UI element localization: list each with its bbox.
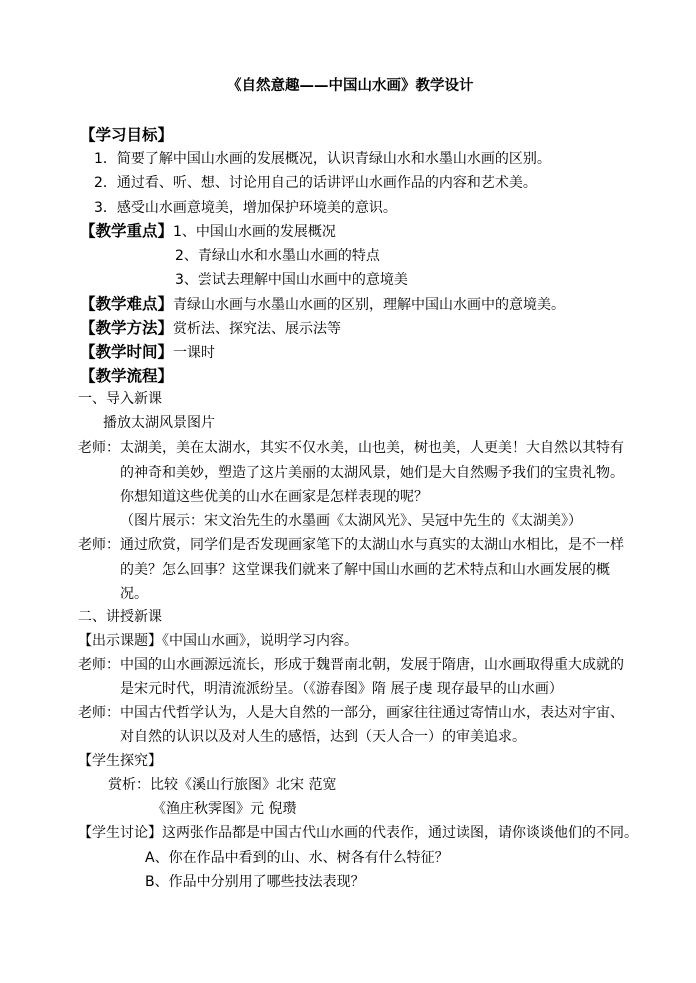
objectives-heading: 【学习目标】 (80, 126, 174, 144)
appreciate-line: 《渔庄秋霁图》元 倪瓒 (152, 801, 297, 817)
section-title: 二、讲授新课 (78, 609, 162, 625)
time-text: 一课时 (173, 345, 216, 361)
teacher-line: 老师：中国古代哲学认为，人是大自然的一部分，画家往往通过寄情山水，表达对宇宙、 (78, 705, 624, 721)
method-row (80, 317, 341, 339)
question-item: A、你在作品中看到的山、水、树各有什么特征？ (145, 850, 449, 866)
question-item: B、作品中分别用了哪些技法表现？ (145, 874, 365, 890)
teacher-line: 的神奇和美妙，塑造了这片美丽的太湖风景，她们是大自然赐予我们的宝贵礼物。 (120, 465, 624, 481)
teacher-line: 对自然的认识以及对人生的感悟，达到（天人合一）的审美追求。 (120, 729, 526, 745)
teacher-line: 是宋元时代，明清流派纷呈。（《游春图》隋 展子虔 现存最早的山水画） (120, 681, 563, 697)
key-point-item: 3、尝试去理解中国山水画中的意境美 (175, 272, 408, 288)
key-points-label: 【教学重点】 (80, 222, 174, 240)
method-text: 赏析法、探究法、展示法等 (173, 321, 342, 337)
difficulty-row (80, 293, 565, 315)
difficulty-label: 【教学难点】 (80, 295, 174, 313)
appreciate-line: 赏析：比较《溪山行旅图》北宋 范宽 (108, 777, 337, 793)
time-row (80, 341, 215, 363)
key-point-item: 2、青绿山水和水墨山水画的特点 (175, 248, 380, 264)
teacher-line: （图片展示：宋文治先生的水墨画《太湖风光》、吴冠中先生的《太湖美》） (120, 513, 582, 529)
method-label: 【教学方法】 (80, 319, 174, 337)
difficulty-text: 青绿山水画与水墨山水画的区别，理解中国山水画中的意境美。 (173, 297, 566, 313)
teacher-line: 的美？怎么回事？这堂课我们就来了解中国山水画的艺术特点和山水画发展的概 (120, 562, 610, 578)
paragraph-line: 播放太湖风景图片 (103, 415, 215, 431)
time-label: 【教学时间】 (80, 343, 174, 361)
page-title: 《自然意趣——中国山水画》教学设计 (227, 78, 474, 94)
key-points-row (80, 220, 336, 242)
objective-item: 1．简要了解中国山水画的发展概况，认识青绿山水和水墨山水画的区别。 (94, 151, 551, 167)
section-title: 一、导入新课 (78, 391, 162, 407)
teacher-line: 况。 (120, 586, 148, 602)
discuss-line: 【学生讨论】这两张作品都是中国古代山水画的代表作，通过读图，请你谈谈他们的不同。 (78, 825, 638, 841)
explore-heading: 【学生探究】 (78, 753, 162, 769)
key-point-item: 1、中国山水画的发展概况 (173, 224, 336, 240)
teacher-line: 老师：通过欣赏，同学们是否发现画家笔下的太湖山水与真实的太湖山水相比，是不一样 (78, 537, 624, 553)
process-heading: 【教学流程】 (80, 367, 174, 385)
teacher-line: 老师：太湖美，美在太湖水，其实不仅水美，山也美，树也美，人更美！大自然以其特有 (78, 440, 624, 456)
teacher-line: 你想知道这些优美的山水在画家是怎样表现的呢？ (120, 489, 428, 505)
objective-item: 2．通过看、听、想、讨论用自己的话讲评山水画作品的内容和艺术美。 (94, 175, 537, 191)
teacher-line: 老师：中国的山水画源远流长，形成于魏晋南北朝，发展于隋唐，山水画取得重大成就的 (78, 657, 624, 673)
topic-line: 【出示课题】《中国山水画》，说明学习内容。 (78, 633, 358, 649)
objective-item: 3．感受山水画意境美，增加保护环境美的意识。 (94, 200, 397, 216)
